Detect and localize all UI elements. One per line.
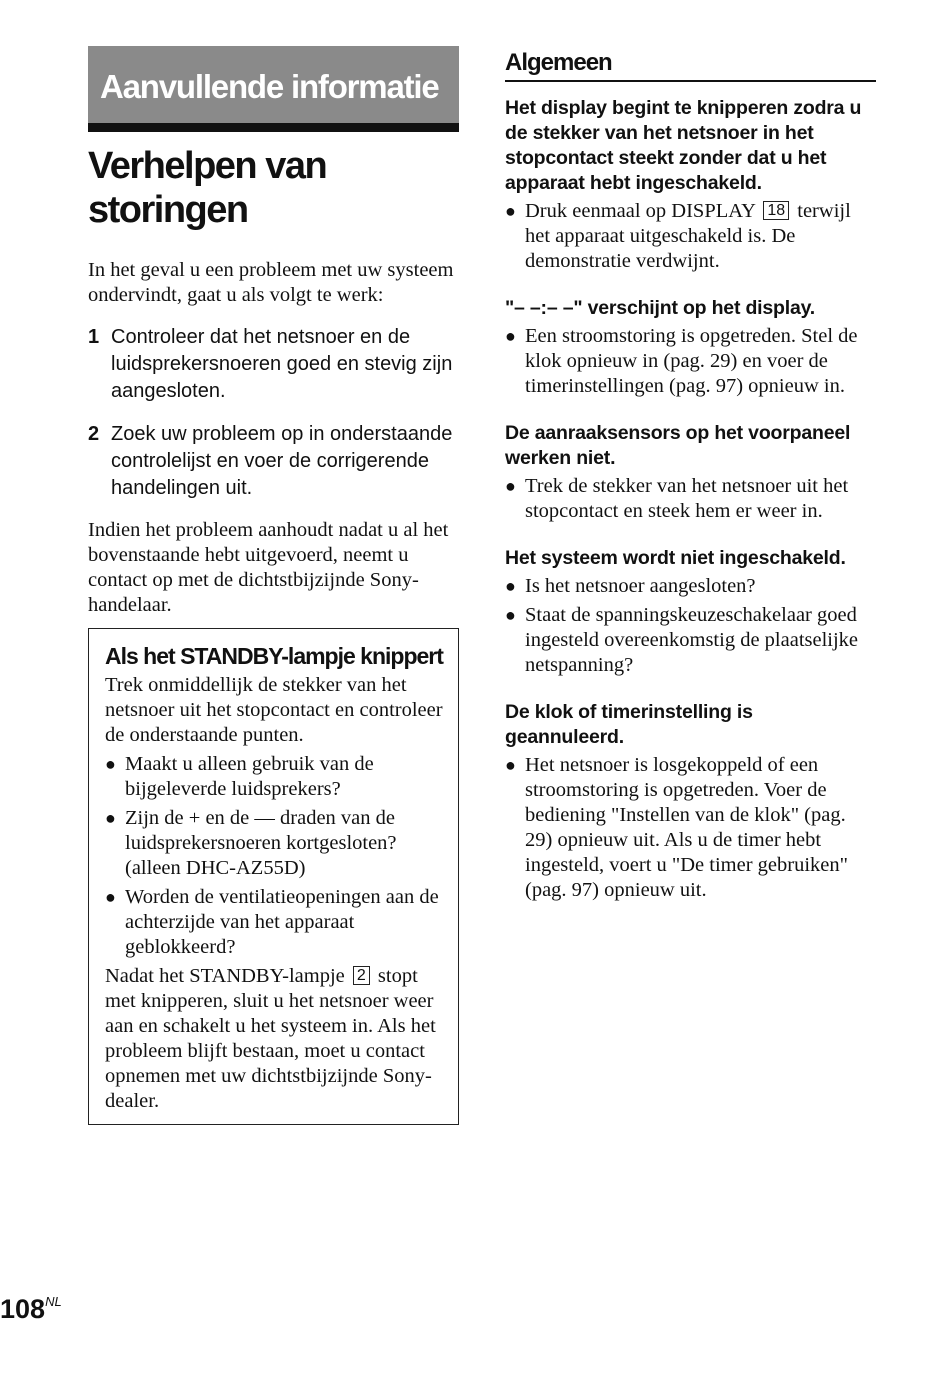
faq-bullets: [505, 574, 876, 678]
steps-list: [88, 324, 459, 502]
bullet-text: Het netsnoer is losgekoppeld of een stroomstoring is opgetreden. Voer de bediening "Instellen van de klok" (pag. 29) opnieuw uit. Als u de timer hebt ingesteld, voert u "De timer gebruiken" (pag. 97) opnieuw uit.: [525, 754, 849, 901]
step-item: [88, 324, 459, 405]
step-number: 2: [88, 423, 100, 445]
standby-box-closing: [105, 964, 444, 1114]
faq-item: [505, 421, 876, 524]
bullet-item: [505, 603, 876, 678]
faq-bullets: [505, 199, 876, 274]
reference-number-box: 2: [353, 966, 370, 985]
faq-bullets: [505, 474, 876, 524]
bullet-text: [525, 199, 876, 274]
step-item: [88, 421, 459, 502]
standby-info-box: [88, 628, 459, 1125]
bullet-dot-icon: ●: [505, 201, 516, 221]
faq-item: [505, 546, 876, 678]
bullet-text: Staat de spanningskeuzeschakelaar goed ingesteld overeenkomstig de plaatselijke netspanning?: [525, 604, 859, 676]
bullet-item: [105, 806, 444, 881]
step-text: Controleer dat het netsnoer en de luidsprekersnoeren goed en stevig zijn aangesloten.: [111, 326, 453, 402]
bullet-item: [505, 474, 876, 524]
standby-bullets: [105, 752, 444, 960]
standby-box-title: Als het STANDBY-lampje knippert: [105, 643, 443, 669]
closing-text-start: Nadat het STANDBY-lampje: [105, 965, 345, 987]
faq-item: [505, 700, 876, 903]
faq-question: "– –:– –" verschijnt op het display.: [505, 297, 816, 319]
step-text: Zoek uw probleem op in onderstaande controlelijst en voer de corrigerende handelingen uit.: [111, 423, 453, 499]
page-number-value: 108: [0, 1294, 46, 1324]
bullet-dot-icon: ●: [505, 476, 516, 496]
page-number: [0, 1294, 62, 1325]
faq-item: [505, 96, 876, 274]
reference-number-box: 18: [763, 201, 789, 220]
faq-question: Het systeem wordt niet ingeschakeld.: [505, 547, 846, 569]
bullet-dot-icon: ●: [505, 755, 516, 775]
section-banner-text: Aanvullende informatie: [100, 67, 439, 105]
bullet-dot-icon: ●: [505, 605, 516, 625]
bullet-dot-icon: ●: [105, 887, 116, 907]
outro-paragraph: Indien het probleem aanhoudt nadat u al het bovenstaande hebt uitgevoerd, neemt u contact op met de dichtstbijzijnde Sony-handelaar.: [88, 519, 449, 616]
faq-bullets: [505, 324, 876, 399]
bullet-item: [505, 753, 876, 903]
left-column: [88, 46, 459, 1125]
section-banner: [88, 46, 459, 132]
bullet-text: Is het netsnoer aangesloten?: [525, 575, 756, 597]
bullet-text: Een stroomstoring is opgetreden. Stel de klok opnieuw in (pag. 29) en voer de timerinstellingen (pag. 97) opnieuw in.: [525, 325, 858, 397]
intro-paragraph: In het geval u een probleem met uw systeem ondervindt, gaat u als volgt te werk:: [88, 259, 454, 306]
page-title-line2: storingen: [88, 189, 248, 231]
bullet-item: [105, 885, 444, 960]
bullet-text: Zijn de + en de — draden van de luidsprekersnoeren kortgesloten? (alleen DHC-AZ55D): [125, 807, 397, 879]
general-heading: Algemeen: [505, 46, 876, 82]
bullet-text-end: terwijl het apparaat uitgeschakeld is. De demonstratie verdwijnt.: [525, 200, 851, 272]
bullet-dot-icon: ●: [505, 326, 516, 346]
bullet-item: [505, 199, 876, 274]
bullet-dot-icon: ●: [105, 808, 116, 828]
faq-bullets: [505, 753, 876, 903]
closing-text-end: stopt met knipperen, sluit u het netsnoer weer aan en schakelt u het systeem in. Als het probleem blijft bestaan, moet u contact opnemen met uw dichtstbijzijnde Sony-dealer.: [105, 965, 436, 1112]
standby-box-text: Trek onmiddellijk de stekker van het netsnoer uit het stopcontact en controleer de onderstaande punten.: [105, 674, 443, 746]
page-title-line1: Verhelpen van: [88, 145, 327, 187]
right-column: [505, 46, 876, 907]
bullet-dot-icon: ●: [505, 576, 516, 596]
bullet-item: [505, 324, 876, 399]
bullet-dot-icon: ●: [105, 754, 116, 774]
bullet-item: [105, 752, 444, 802]
page-language-code: NL: [45, 1294, 62, 1309]
step-number: 1: [88, 326, 100, 348]
bullet-text: Trek de stekker van het netsnoer uit het stopcontact en steek hem er weer in.: [525, 475, 849, 522]
faq-item: [505, 296, 876, 399]
faq-question: De klok of timerinstelling is geannuleerd.: [505, 701, 753, 748]
bullet-text-start: Druk eenmaal op DISPLAY: [525, 200, 756, 222]
bullet-text: Maakt u alleen gebruik van de bijgeleverde luidsprekers?: [125, 753, 374, 800]
faq-question: Het display begint te knipperen zodra u de stekker van het netsnoer in het stopcontact steekt zonder dat u het apparaat hebt ingeschakeld.: [505, 97, 862, 194]
faq-question: De aanraaksensors op het voorpaneel werken niet.: [505, 422, 851, 469]
bullet-text: Worden de ventilatieopeningen aan de achterzijde van het apparaat geblokkeerd?: [125, 886, 439, 958]
bullet-item: [505, 574, 876, 599]
page-title: [88, 144, 459, 232]
